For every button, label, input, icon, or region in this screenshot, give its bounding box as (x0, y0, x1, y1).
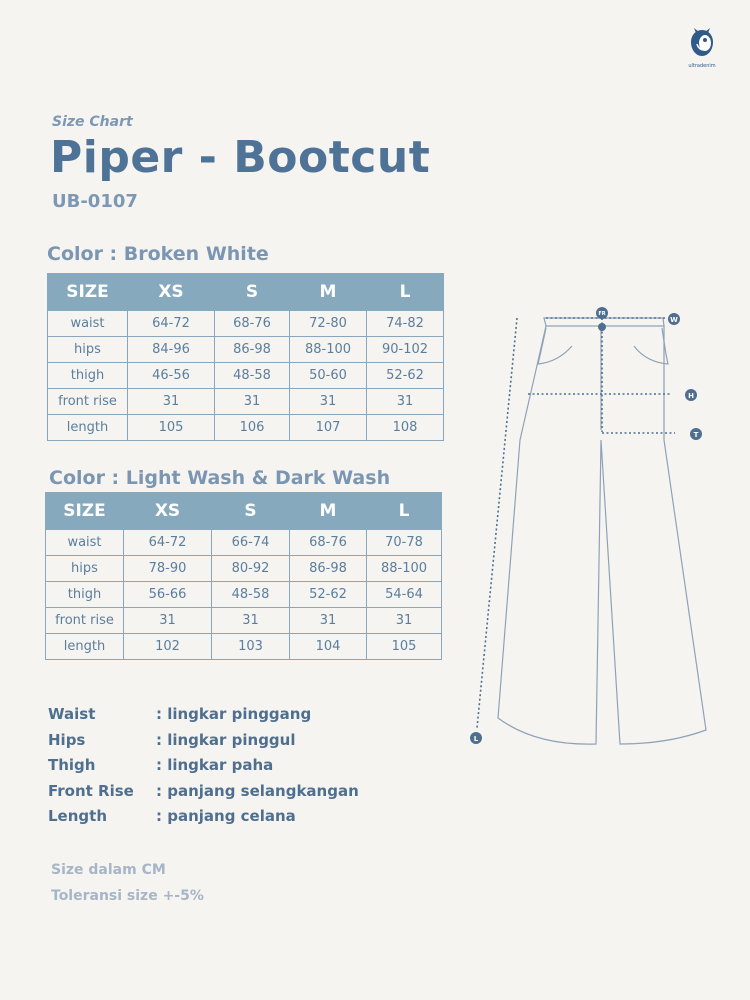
size-value-cell: 84-96 (128, 337, 215, 363)
column-header: L (367, 274, 444, 311)
size-value-cell: 72-80 (290, 311, 367, 337)
size-chart-kicker: Size Chart (52, 114, 133, 130)
table-row (48, 363, 444, 389)
column-header: S (212, 493, 290, 530)
column-header: S (215, 274, 290, 311)
size-value-cell: 104 (290, 634, 367, 660)
legend-term: Length (48, 807, 107, 825)
row-label: front rise (48, 389, 128, 415)
size-table-broken-white (47, 273, 444, 441)
size-value-cell: 31 (215, 389, 290, 415)
waist-marker-label: W (670, 316, 678, 324)
size-value-cell: 86-98 (215, 337, 290, 363)
product-code: UB-0107 (52, 191, 138, 212)
size-value-cell: 56-66 (124, 582, 212, 608)
table-row (48, 311, 444, 337)
row-label: thigh (48, 363, 128, 389)
table-body (46, 530, 442, 660)
size-value-cell: 90-102 (367, 337, 444, 363)
size-value-cell: 107 (290, 415, 367, 441)
table-row (48, 389, 444, 415)
column-header: L (367, 493, 442, 530)
front-pocket-left (538, 328, 572, 364)
table-row (48, 415, 444, 441)
legend-item (48, 702, 359, 728)
column-header: SIZE (46, 493, 124, 530)
size-value-cell: 31 (124, 608, 212, 634)
table-row (46, 634, 442, 660)
row-label: length (46, 634, 124, 660)
table-row (46, 556, 442, 582)
legend-term: Front Rise (48, 781, 134, 800)
legend-item (48, 753, 359, 779)
row-label: waist (46, 530, 124, 556)
row-label: hips (46, 556, 124, 582)
pants-outline (498, 326, 706, 744)
size-value-cell: 86-98 (290, 556, 367, 582)
size-value-cell: 31 (128, 389, 215, 415)
size-value-cell: 31 (367, 389, 444, 415)
size-value-cell: 31 (367, 608, 442, 634)
size-value-cell: 31 (290, 608, 367, 634)
size-value-cell: 78-90 (124, 556, 212, 582)
brand-mascot-icon (686, 28, 718, 58)
product-title: Piper - Bootcut (50, 132, 431, 183)
column-header: XS (124, 493, 212, 530)
size-value-cell: 74-82 (367, 311, 444, 337)
legend-definition: : lingkar paha (156, 756, 274, 774)
size-value-cell: 31 (290, 389, 367, 415)
size-value-cell: 106 (215, 415, 290, 441)
size-value-cell: 31 (212, 608, 290, 634)
size-value-cell: 108 (367, 415, 444, 441)
color-label-light-dark-wash: Color : Light Wash & Dark Wash (49, 467, 391, 489)
thigh-marker-label: T (693, 431, 699, 439)
table-header-row (48, 274, 444, 311)
length-marker-label: L (473, 735, 479, 743)
length-measure-line (477, 318, 517, 728)
brand-name: ultradenim (688, 63, 716, 69)
table-row (48, 337, 444, 363)
color-label-broken-white: Color : Broken White (47, 243, 269, 265)
tolerance-note: Toleransi size +-5% (51, 888, 204, 904)
legend-item (48, 728, 359, 754)
size-value-cell: 64-72 (124, 530, 212, 556)
legend-definition: : lingkar pinggang (156, 705, 312, 723)
legend-definition: : panjang selangkangan (156, 781, 359, 800)
size-value-cell: 46-56 (128, 363, 215, 389)
brand-logo (682, 28, 722, 72)
size-value-cell: 102 (124, 634, 212, 660)
size-value-cell: 88-100 (290, 337, 367, 363)
legend-item (48, 804, 359, 830)
row-label: length (48, 415, 128, 441)
unit-note: Size dalam CM (51, 862, 166, 878)
size-value-cell: 105 (128, 415, 215, 441)
size-value-cell: 66-74 (212, 530, 290, 556)
row-label: hips (48, 337, 128, 363)
table-row (46, 530, 442, 556)
legend-item (48, 779, 359, 805)
size-value-cell: 88-100 (367, 556, 442, 582)
row-label: waist (48, 311, 128, 337)
row-label: thigh (46, 582, 124, 608)
table-row (46, 608, 442, 634)
size-value-cell: 105 (367, 634, 442, 660)
size-value-cell: 64-72 (128, 311, 215, 337)
table-body (48, 311, 444, 441)
row-label: front rise (46, 608, 124, 634)
size-value-cell: 68-76 (290, 530, 367, 556)
measurement-legend (48, 702, 359, 830)
size-value-cell: 103 (212, 634, 290, 660)
size-value-cell: 50-60 (290, 363, 367, 389)
legend-term: Hips (48, 730, 86, 749)
size-value-cell: 54-64 (367, 582, 442, 608)
legend-term: Thigh (48, 756, 96, 774)
size-value-cell: 48-58 (212, 582, 290, 608)
button-icon (598, 323, 606, 331)
front-pocket-right (634, 328, 668, 364)
size-value-cell: 80-92 (212, 556, 290, 582)
size-value-cell: 52-62 (290, 582, 367, 608)
front-rise-marker-label: FR (598, 311, 606, 317)
size-value-cell: 68-76 (215, 311, 290, 337)
column-header: SIZE (48, 274, 128, 311)
size-value-cell: 48-58 (215, 363, 290, 389)
legend-term: Waist (48, 705, 96, 723)
legend-definition: : panjang celana (156, 807, 296, 825)
column-header: M (290, 274, 367, 311)
size-table-light-dark-wash (45, 492, 442, 660)
column-header: M (290, 493, 367, 530)
legend-definition: : lingkar pinggul (156, 730, 296, 749)
size-value-cell: 70-78 (367, 530, 442, 556)
hips-marker-label: H (688, 392, 694, 400)
column-header: XS (128, 274, 215, 311)
table-row (46, 582, 442, 608)
size-value-cell: 52-62 (367, 363, 444, 389)
table-header-row (46, 493, 442, 530)
pants-measurement-diagram (460, 300, 720, 760)
